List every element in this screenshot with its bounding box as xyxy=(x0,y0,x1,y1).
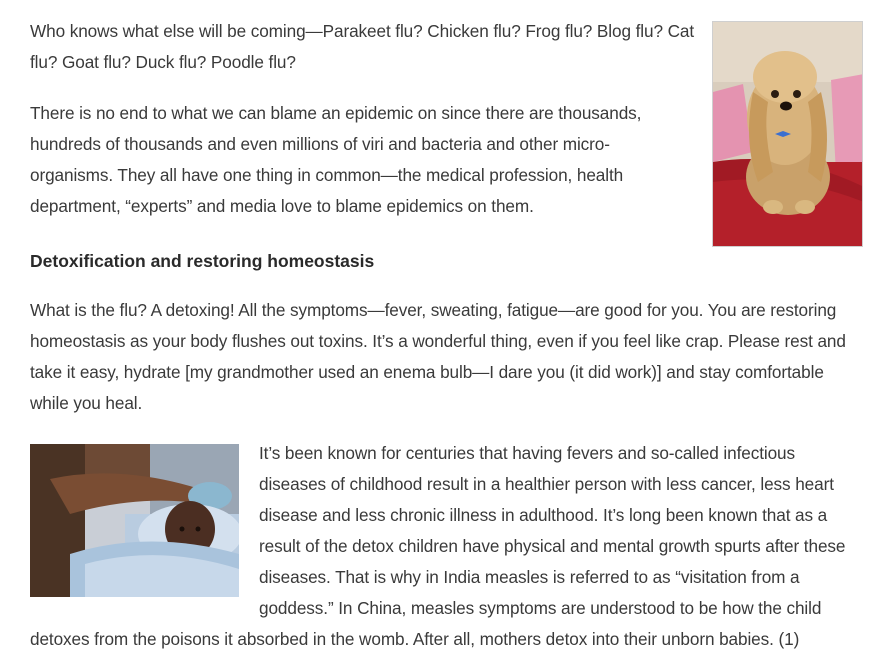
paragraph-what-is-flu: What is the flu? A detoxing! All the symptoms—fever, sweating, fatigue—are good for you. You are restoring homeostasis as your body flushes out toxins. It’s a wonderful thing, even if you feel like crap. Please rest and take it easy, hydrate [my grandmother used an enema bulb—I dare you (it did work)] and stay comfortable while you heal. xyxy=(30,300,846,413)
paragraph-childhood-diseases-end: detoxes from the poisons it absorbed in the womb. After all, mothers detox into their unborn babies. (1) xyxy=(30,629,800,649)
para4-line-6: goddess.” In China, measles symptoms are understood to be how the child xyxy=(259,598,822,618)
para4-line-4: result of the detox children have physical and mental growth spurts after these xyxy=(259,536,846,556)
para4-line-3: disease and less chronic illness in adulthood. It’s long been known that as a xyxy=(259,505,828,525)
para4-line-5: diseases. That is why in India measles is referred to as “visitation from a xyxy=(259,567,800,587)
child-photo xyxy=(30,444,239,597)
dog-photo xyxy=(712,21,863,247)
paragraph-epidemic-blame: There is no end to what we can blame an epidemic on since there are thousands, hundreds of thousands and even millions of viri and bacteria and other micro-organisms. They all have one thing in common—the medical profession, health department, “experts” and media love to blame epidemics on them. xyxy=(30,103,642,216)
paragraph-flu-list: Who knows what else will be coming—Parakeet flu? Chicken flu? Frog flu? Blog flu? Cat flu? Goat flu? Duck flu? Poodle flu? xyxy=(30,21,695,72)
section-heading-detox: Detoxification and restoring homeostasis xyxy=(30,251,375,271)
para4-line-1: It’s been known for centuries that having fevers and so-called infectious xyxy=(259,443,796,463)
para4-line-2: diseases of childhood result in a healthier person with less cancer, less heart xyxy=(259,474,834,494)
paragraph-childhood-diseases xyxy=(259,438,869,624)
